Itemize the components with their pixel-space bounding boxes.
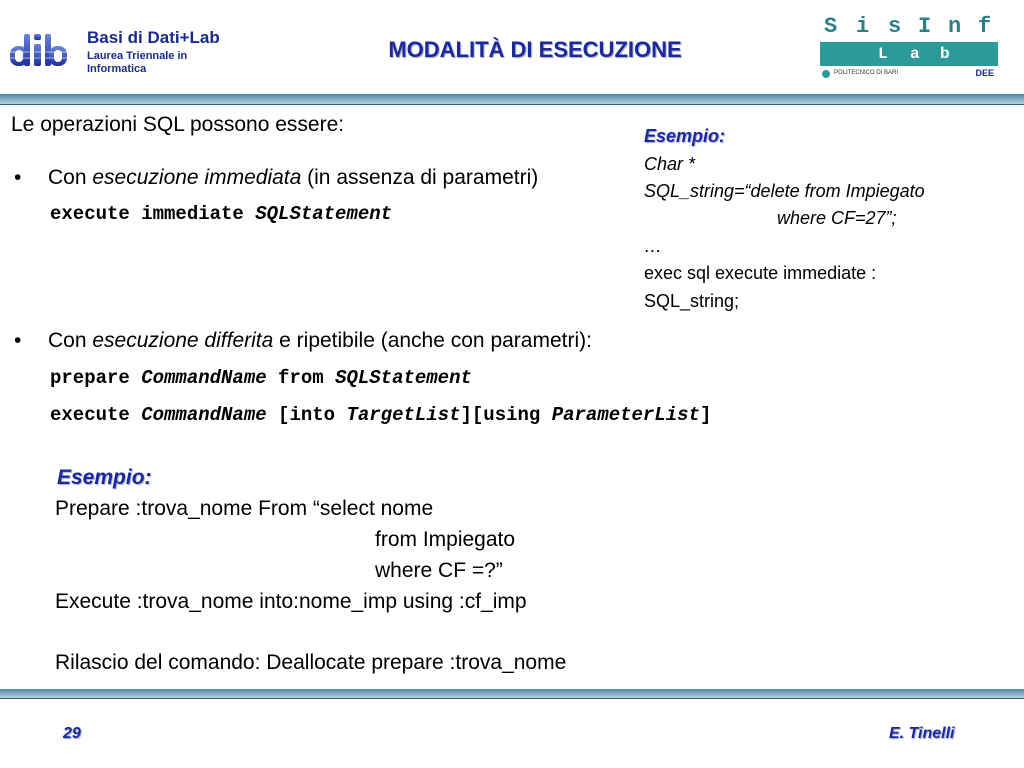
example-1-line: exec sql execute immediate : — [644, 263, 877, 283]
example-1-line: SQL_string=“delete from Impiegato — [644, 181, 925, 201]
example-2-line: Execute :trova_nome into:nome_imp using :cf_imp — [55, 590, 527, 613]
dee-label: DEE — [975, 68, 994, 78]
code-argument: CommandName — [141, 367, 267, 389]
course-name: Basi di Dati+Lab — [87, 28, 220, 47]
sisinf-letter: s — [888, 14, 902, 39]
example-2-line: from Impiegato — [375, 528, 516, 551]
sisinf-lab-logo — [818, 14, 998, 84]
sisinf-bar-letter: L — [878, 45, 888, 63]
code-argument: CommandName — [141, 404, 267, 426]
sisinf-footer — [820, 69, 998, 81]
code-keyword: execute — [50, 404, 142, 426]
sisinf-bar-letter: b — [940, 45, 950, 63]
code-argument: SQLStatement — [335, 367, 472, 389]
code-keyword: ] — [699, 404, 712, 426]
sisinf-letter: f — [978, 14, 992, 39]
politecnico-label: POLITECNICO DI BARI — [834, 70, 899, 76]
code-execute-immediate — [50, 203, 392, 225]
header-divider — [0, 94, 1024, 105]
bullet-1-text — [48, 166, 538, 190]
code-argument: SQLStatement — [255, 203, 393, 225]
example-2-line: where CF =?” — [375, 559, 503, 582]
sisinf-letter: n — [948, 14, 962, 39]
sisinf-wordmark — [818, 14, 998, 42]
code-argument: TargetList — [346, 404, 461, 426]
example-1-heading: Esempio: — [644, 126, 726, 146]
footer-divider — [0, 689, 1024, 699]
code-keyword: execute immediate — [50, 203, 256, 225]
politecnico-seal-icon — [822, 70, 830, 78]
author-name: E. Tinelli — [889, 725, 955, 742]
sisinf-letter: i — [856, 14, 870, 39]
sisinf-letter: S — [824, 14, 838, 39]
code-keyword: [into — [266, 404, 347, 426]
code-prepare — [50, 367, 472, 389]
intro-text: Le operazioni SQL possono essere: — [11, 113, 345, 136]
example-1-line: where CF=27”; — [777, 208, 897, 228]
bullet-1-pre: Con — [48, 166, 93, 189]
code-execute — [50, 404, 711, 426]
sisinf-lab-bar — [820, 42, 998, 66]
dib-logo — [8, 28, 80, 72]
bullet-2-emphasis: esecuzione differita — [92, 329, 274, 352]
code-keyword: prepare — [50, 367, 142, 389]
bullet-2-marker: • — [14, 329, 22, 352]
bullet-1-emphasis: esecuzione immediata — [92, 166, 302, 189]
page-number: 29 — [63, 725, 81, 742]
sisinf-letter: I — [918, 14, 932, 39]
bullet-1-marker: • — [14, 166, 22, 189]
example-2-line: Prepare :trova_nome From “select nome — [55, 497, 434, 520]
course-subtitle-line2: Informatica — [87, 63, 147, 75]
bullet-1-post: (in assenza di parametri) — [301, 166, 539, 189]
bullet-2-text — [48, 329, 592, 353]
example-2-heading: Esempio: — [57, 466, 152, 489]
code-keyword: ][using — [460, 404, 552, 426]
bullet-2-post: e ripetibile (anche con parametri): — [273, 329, 592, 352]
example-1-line: Char * — [644, 154, 696, 174]
example-1-line: … — [644, 236, 662, 256]
sisinf-bar-letter: a — [910, 45, 920, 63]
course-subtitle — [87, 50, 227, 76]
example-2-line: Rilascio del comando: Deallocate prepare :trova_nome — [55, 651, 567, 674]
example-1-line: SQL_string; — [644, 291, 740, 311]
code-argument: ParameterList — [551, 404, 700, 426]
course-subtitle-line1: Laurea Triennale in — [87, 50, 188, 62]
code-keyword: from — [266, 367, 336, 389]
bullet-2-pre: Con — [48, 329, 93, 352]
slide-title: MODALITÀ DI ESECUZIONE — [388, 37, 682, 62]
